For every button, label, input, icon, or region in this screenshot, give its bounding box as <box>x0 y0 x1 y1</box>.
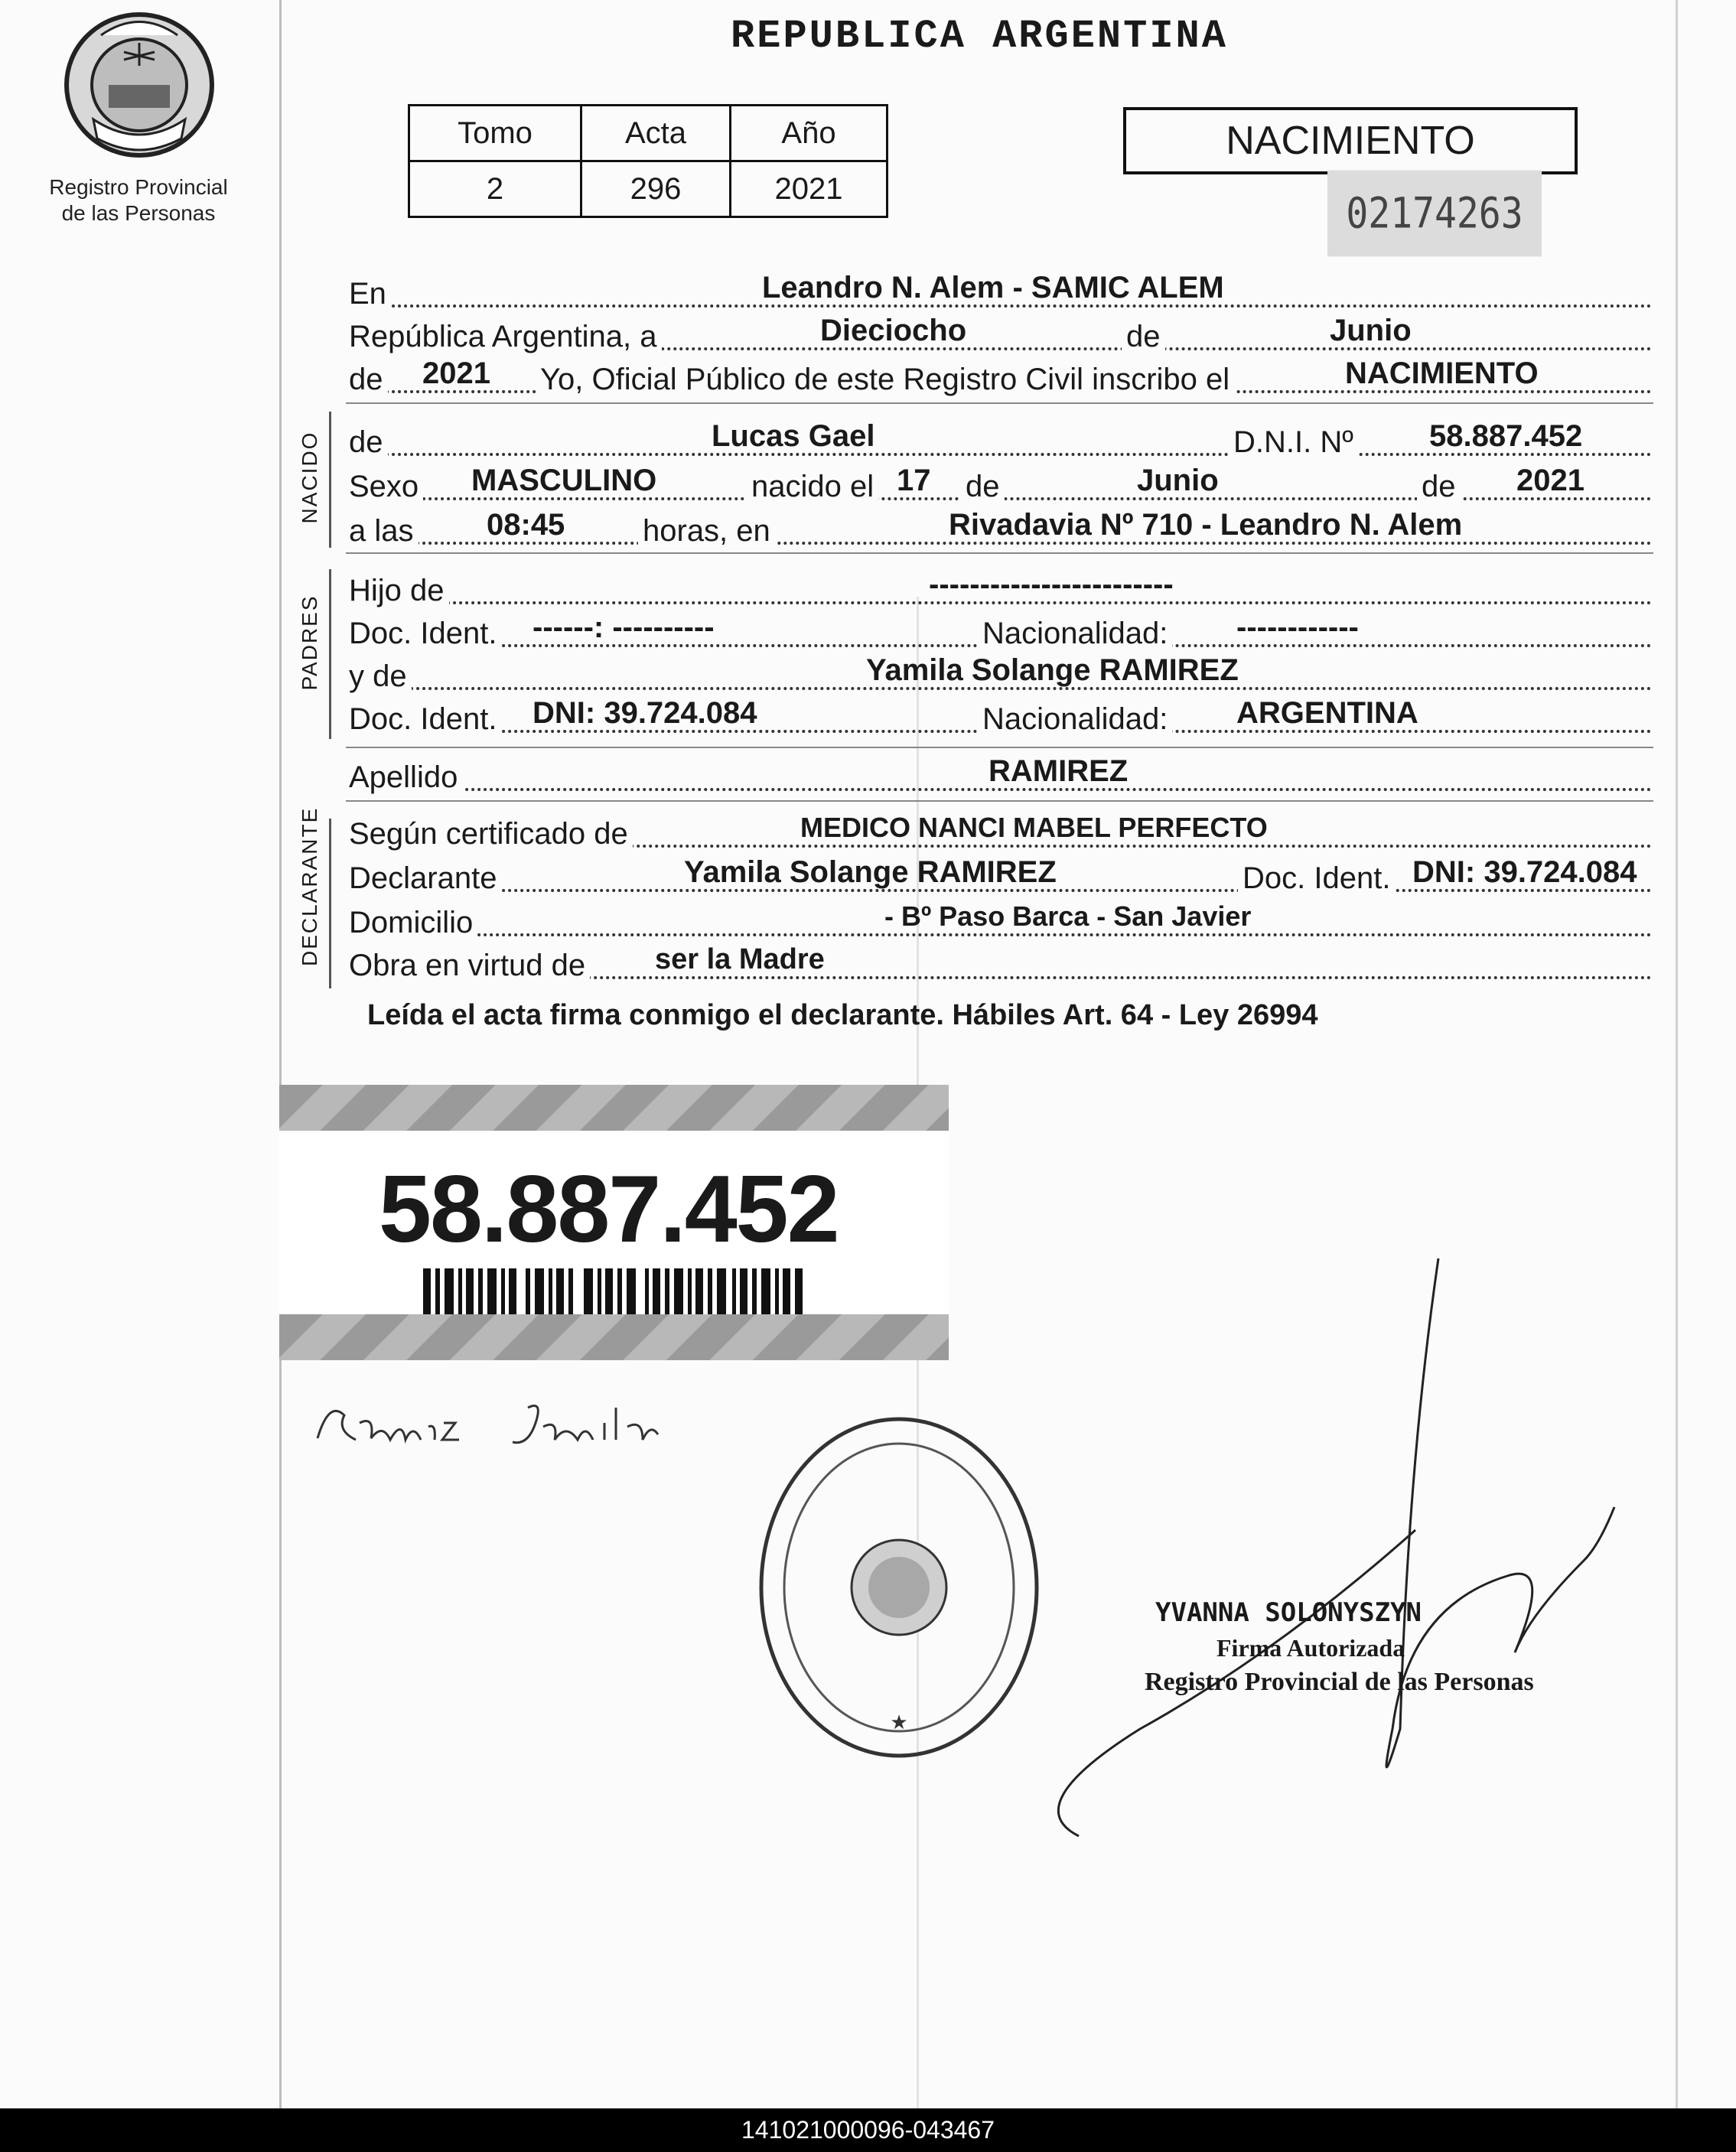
padres-row-father <box>349 568 1652 609</box>
sex-label: Sexo <box>349 468 423 505</box>
section-separator <box>346 402 1653 404</box>
left-border-line <box>279 0 282 2108</box>
year-label: de <box>349 361 388 398</box>
declarant-doc-label: Doc. Ident. <box>1238 860 1395 897</box>
birth-de2-label: de <box>1417 468 1461 505</box>
time-label: a las <box>349 513 419 549</box>
footer-code: 141021000096-043467 <box>741 2116 995 2144</box>
domicile-label: Domicilio <box>349 904 477 941</box>
hijo-label: Hijo de <box>349 572 449 609</box>
nacido-row-sex <box>349 464 1652 505</box>
svg-text:★: ★ <box>890 1711 908 1734</box>
father-nat-label: Nacionalidad: <box>978 615 1172 652</box>
record-header-acta: Acta <box>581 106 731 161</box>
record-header-ano: Año <box>731 106 888 161</box>
time-value: 08:45 <box>487 508 565 542</box>
republic-label: República Argentina, a <box>349 318 662 355</box>
mother-value: Yamila Solange RAMIREZ <box>866 653 1239 687</box>
nacido-row-name <box>349 419 1652 461</box>
declarant-handwritten-signature <box>314 1392 712 1472</box>
father-value: ------------------------ <box>929 568 1174 601</box>
apellido-row <box>349 754 1652 796</box>
child-name-value: Lucas Gael <box>712 419 875 453</box>
mother-nat-label: Nacionalidad: <box>978 701 1172 737</box>
official-signature-stroke <box>1048 1255 1660 1851</box>
agency-caption-line1: Registro Provincial <box>49 175 228 199</box>
birth-month-value: Junio <box>1137 464 1219 497</box>
sticker-band-top <box>279 1085 949 1131</box>
province-seal-logo <box>55 5 223 165</box>
padres-row-mother-doc <box>349 696 1652 737</box>
birth-place-value: Rivadavia Nº 710 - Leandro N. Alem <box>949 508 1463 542</box>
padres-rule <box>329 569 331 739</box>
declarant-value: Yamila Solange RAMIREZ <box>684 855 1057 889</box>
record-table <box>408 104 888 218</box>
father-doc-label: Doc. Ident. <box>349 615 501 652</box>
dni-label: D.N.I. Nº <box>1229 424 1358 461</box>
official-name: YVANNA SOLONYSZYN <box>1155 1597 1422 1628</box>
obra-value: ser la Madre <box>655 943 825 975</box>
statement-text: Yo, Oficial Público de este Registro Civil inscribo el <box>536 361 1234 398</box>
closing-note: Leída el acta firma conmigo el declarante. Hábiles Art. 64 - Ley 26994 <box>367 999 1318 1031</box>
padres-row-father-doc <box>349 610 1652 652</box>
birth-de1-label: de <box>961 468 1005 505</box>
padres-section-label: PADRES <box>298 594 321 691</box>
record-header-tomo: Tomo <box>409 106 581 161</box>
nacido-rule <box>329 412 331 548</box>
record-type-box: NACIMIENTO <box>1123 107 1578 174</box>
intro-row-date <box>349 314 1652 355</box>
right-border-line <box>1676 0 1678 2108</box>
born-label: nacido el <box>747 468 878 505</box>
decl-row-obra <box>349 943 1652 984</box>
mother-nat-value: ARGENTINA <box>1236 696 1418 730</box>
nacido-section-label: NACIDO <box>298 431 321 524</box>
apellido-label: Apellido <box>349 759 462 796</box>
year-value: 2021 <box>422 356 490 390</box>
obra-label: Obra en virtud de <box>349 947 590 984</box>
de-label: de <box>1122 318 1165 355</box>
decl-row-domicile <box>349 900 1652 941</box>
hours-label: horas, en <box>638 513 775 549</box>
cert-value: MEDICO NANCI MABEL PERFECTO <box>800 812 1268 843</box>
apellido-value: RAMIREZ <box>989 754 1129 788</box>
section-separator <box>346 552 1653 554</box>
serial-number: 02174263 <box>1327 171 1542 257</box>
decl-row-cert <box>349 814 1652 852</box>
intro-row-place <box>349 271 1652 312</box>
declarant-label: Declarante <box>349 860 501 897</box>
record-value-tomo: 2 <box>409 161 581 217</box>
mother-doc-value: DNI: 39.724.084 <box>533 696 757 730</box>
father-doc-value: ------: ---------- <box>533 610 715 644</box>
dni-value: 58.887.452 <box>1429 419 1583 453</box>
domicile-value: - Bº Paso Barca - San Javier <box>884 900 1252 932</box>
section-separator <box>346 747 1653 748</box>
cert-label: Según certificado de <box>349 816 633 852</box>
declarant-doc-value: DNI: 39.724.084 <box>1412 855 1637 889</box>
sticker-number: 58.887.452 <box>379 1157 839 1262</box>
place-value: Leandro N. Alem - SAMIC ALEM <box>762 271 1224 304</box>
birth-year-value: 2021 <box>1516 464 1585 497</box>
record-value-ano: 2021 <box>731 161 888 217</box>
official-title: Firma Autorizada <box>1217 1634 1405 1662</box>
sticker-band-bottom <box>279 1314 949 1360</box>
month-value: Junio <box>1330 314 1412 347</box>
record-value-acta: 296 <box>581 161 731 217</box>
official-org: Registro Provincial de las Personas <box>1145 1668 1534 1696</box>
declarante-rule <box>329 819 331 988</box>
birth-day-value: 17 <box>897 464 931 497</box>
sex-value: MASCULINO <box>471 464 657 497</box>
section-separator <box>346 800 1653 802</box>
intro-row-act <box>349 356 1652 398</box>
agency-caption <box>28 174 249 226</box>
official-stamp <box>757 1415 1041 1763</box>
day-value: Dieciocho <box>820 314 967 347</box>
y-de-label: y de <box>349 658 412 695</box>
name-label: de <box>349 424 388 461</box>
act-value: NACIMIENTO <box>1345 356 1539 390</box>
agency-caption-line2: de las Personas <box>61 201 216 225</box>
declarante-section-label: DECLARANTE <box>298 806 321 966</box>
padres-row-mother <box>349 653 1652 695</box>
dni-sticker <box>279 1085 949 1360</box>
nacido-row-time <box>349 508 1652 549</box>
mother-doc-label: Doc. Ident. <box>349 701 501 737</box>
father-nat-value: ------------ <box>1236 610 1359 644</box>
footer-code-bar <box>0 2108 1736 2152</box>
decl-row-declarant <box>349 855 1652 897</box>
en-label: En <box>349 275 391 312</box>
document-title: REPUBLICA ARGENTINA <box>731 14 1228 59</box>
